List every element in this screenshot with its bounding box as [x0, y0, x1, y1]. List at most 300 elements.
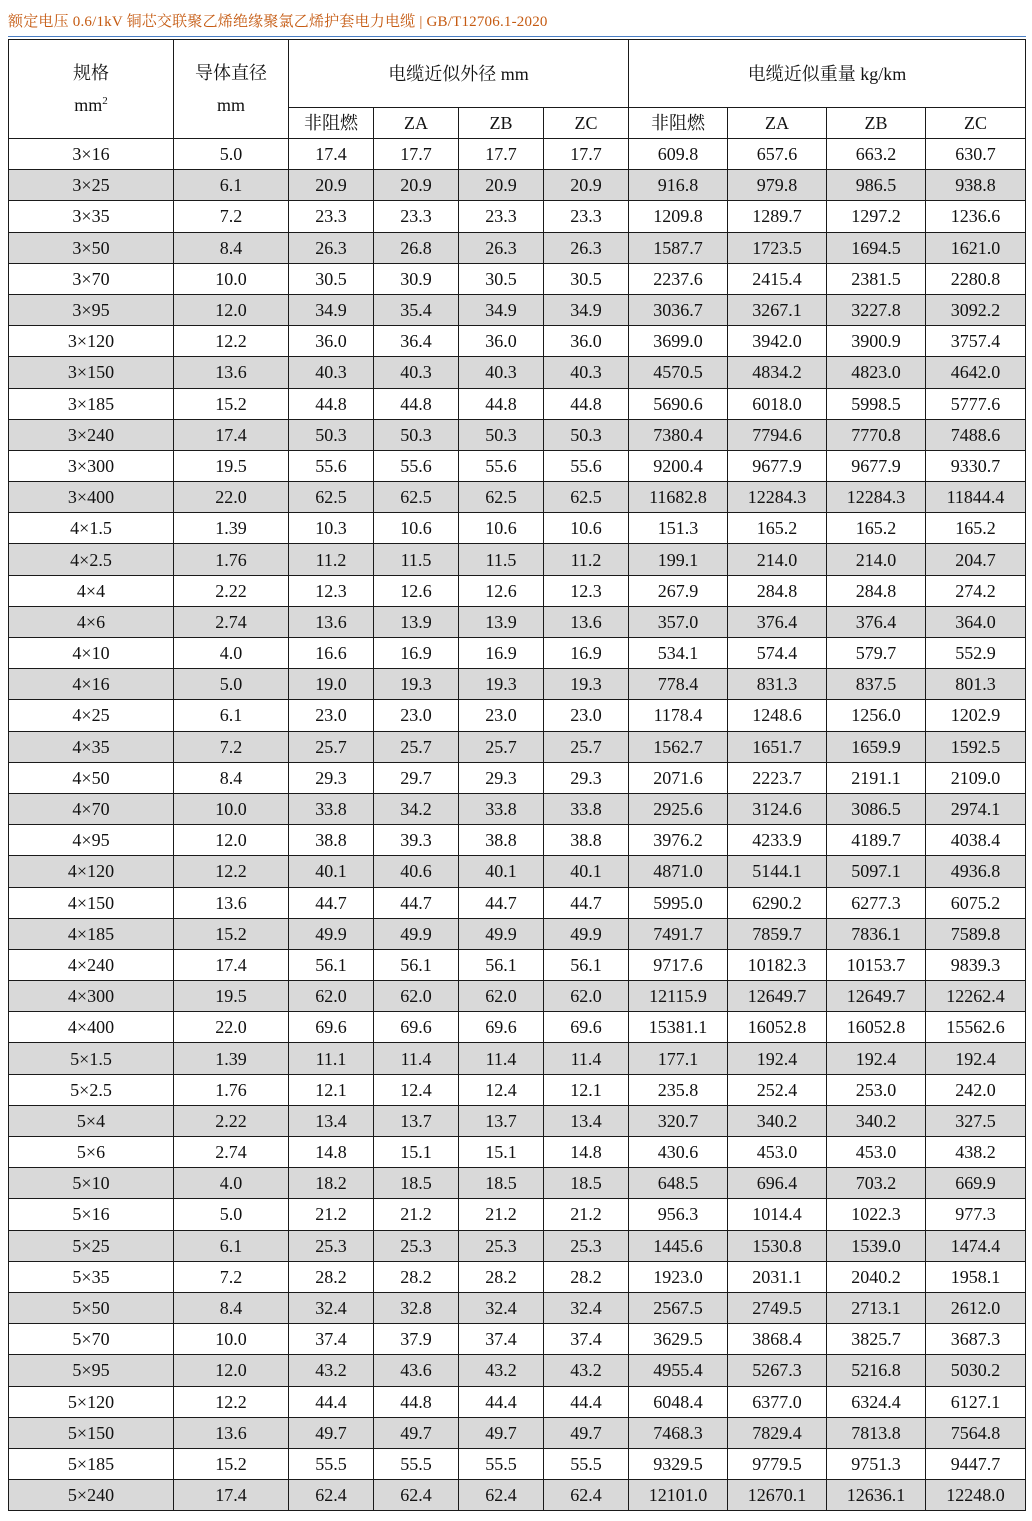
- table-cell: 5995.0: [629, 887, 728, 918]
- table-cell: 7813.8: [827, 1417, 926, 1448]
- table-cell: 4×150: [9, 887, 174, 918]
- table-cell: 44.7: [374, 887, 459, 918]
- table-cell: 7564.8: [926, 1417, 1026, 1448]
- table-cell: 12.2: [174, 326, 289, 357]
- table-cell: 5144.1: [728, 856, 827, 887]
- table-cell: 34.9: [459, 294, 544, 325]
- table-cell: 11.4: [459, 1043, 544, 1074]
- table-cell: 12.6: [374, 575, 459, 606]
- table-cell: 55.6: [544, 450, 629, 481]
- table-cell: 5×70: [9, 1324, 174, 1355]
- table-cell: 12262.4: [926, 981, 1026, 1012]
- table-cell: 3868.4: [728, 1324, 827, 1355]
- table-cell: 19.3: [374, 669, 459, 700]
- table-cell: 25.7: [459, 731, 544, 762]
- table-row: [9, 1480, 1026, 1511]
- table-cell: 35.4: [374, 294, 459, 325]
- table-cell: 7794.6: [728, 419, 827, 450]
- table-cell: 1289.7: [728, 201, 827, 232]
- table-cell: 4×240: [9, 949, 174, 980]
- table-body: [9, 139, 1026, 1511]
- table-cell: 1587.7: [629, 232, 728, 263]
- table-cell: 214.0: [827, 544, 926, 575]
- table-cell: 62.0: [289, 981, 374, 1012]
- table-cell: 29.3: [289, 762, 374, 793]
- table-cell: 1651.7: [728, 731, 827, 762]
- table-row: [9, 139, 1026, 170]
- table-row: [9, 232, 1026, 263]
- table-cell: 6324.4: [827, 1386, 926, 1417]
- table-cell: 2415.4: [728, 263, 827, 294]
- table-cell: 2223.7: [728, 762, 827, 793]
- table-cell: 49.9: [289, 918, 374, 949]
- table-cell: 28.2: [374, 1261, 459, 1292]
- table-cell: 13.9: [459, 606, 544, 637]
- diameter-unit: mm: [216, 95, 245, 115]
- table-cell: 3825.7: [827, 1324, 926, 1355]
- table-cell: 453.0: [827, 1137, 926, 1168]
- table-cell: 55.6: [374, 450, 459, 481]
- table-cell: 12.6: [459, 575, 544, 606]
- table-cell: 37.4: [544, 1324, 629, 1355]
- table-cell: 10.0: [174, 1324, 289, 1355]
- table-cell: 49.7: [459, 1417, 544, 1448]
- table-cell: 4×300: [9, 981, 174, 1012]
- table-cell: 4×6: [9, 606, 174, 637]
- table-row: [9, 1105, 1026, 1136]
- table-cell: 357.0: [629, 606, 728, 637]
- table-cell: 19.0: [289, 669, 374, 700]
- table-row: [9, 981, 1026, 1012]
- table-cell: 663.2: [827, 139, 926, 170]
- subheader-weight-zb: ZB: [827, 108, 926, 139]
- table-row: [9, 357, 1026, 388]
- table-cell: 30.5: [459, 263, 544, 294]
- table-cell: 10.6: [544, 513, 629, 544]
- table-cell: 5×50: [9, 1292, 174, 1323]
- table-cell: 1694.5: [827, 232, 926, 263]
- table-cell: 274.2: [926, 575, 1026, 606]
- table-cell: 55.6: [459, 450, 544, 481]
- table-cell: 3687.3: [926, 1324, 1026, 1355]
- table-row: [9, 1292, 1026, 1323]
- table-cell: 12.3: [544, 575, 629, 606]
- table-cell: 12670.1: [728, 1480, 827, 1511]
- table-cell: 12.0: [174, 294, 289, 325]
- table-row: [9, 544, 1026, 575]
- table-cell: 34.2: [374, 793, 459, 824]
- table-cell: 69.6: [459, 1012, 544, 1043]
- table-cell: 12.2: [174, 856, 289, 887]
- table-cell: 12649.7: [827, 981, 926, 1012]
- table-cell: 214.0: [728, 544, 827, 575]
- table-cell: 23.0: [459, 700, 544, 731]
- table-cell: 6277.3: [827, 887, 926, 918]
- table-cell: 20.9: [374, 170, 459, 201]
- table-cell: 26.3: [459, 232, 544, 263]
- table-cell: 49.7: [544, 1417, 629, 1448]
- table-cell: 16052.8: [827, 1012, 926, 1043]
- table-cell: 62.5: [374, 482, 459, 513]
- table-cell: 1022.3: [827, 1199, 926, 1230]
- table-cell: 29.3: [544, 762, 629, 793]
- table-cell: 1530.8: [728, 1230, 827, 1261]
- table-row: [9, 1074, 1026, 1105]
- table-cell: 14.8: [289, 1137, 374, 1168]
- table-cell: 13.6: [174, 1417, 289, 1448]
- table-cell: 5×35: [9, 1261, 174, 1292]
- table-cell: 7859.7: [728, 918, 827, 949]
- table-cell: 1209.8: [629, 201, 728, 232]
- table-cell: 12.1: [544, 1074, 629, 1105]
- table-cell: 3×150: [9, 357, 174, 388]
- table-cell: 12.2: [174, 1386, 289, 1417]
- table-cell: 192.4: [926, 1043, 1026, 1074]
- table-cell: 7488.6: [926, 419, 1026, 450]
- table-cell: 17.7: [459, 139, 544, 170]
- table-cell: 579.7: [827, 638, 926, 669]
- table-cell: 44.7: [289, 887, 374, 918]
- table-cell: 62.5: [459, 482, 544, 513]
- table-cell: 2031.1: [728, 1261, 827, 1292]
- table-cell: 1.39: [174, 1043, 289, 1074]
- table-cell: 13.6: [174, 357, 289, 388]
- table-cell: 1562.7: [629, 731, 728, 762]
- table-cell: 21.2: [374, 1199, 459, 1230]
- table-cell: 977.3: [926, 1199, 1026, 1230]
- table-cell: 2.74: [174, 1137, 289, 1168]
- table-cell: 4233.9: [728, 825, 827, 856]
- table-cell: 3942.0: [728, 326, 827, 357]
- table-cell: 30.5: [289, 263, 374, 294]
- table-cell: 453.0: [728, 1137, 827, 1168]
- table-cell: 3757.4: [926, 326, 1026, 357]
- table-cell: 20.9: [459, 170, 544, 201]
- table-cell: 62.4: [544, 1480, 629, 1511]
- table-cell: 43.2: [544, 1355, 629, 1386]
- table-cell: 32.4: [289, 1292, 374, 1323]
- table-cell: 37.4: [459, 1324, 544, 1355]
- table-cell: 4038.4: [926, 825, 1026, 856]
- table-cell: 8.4: [174, 232, 289, 263]
- table-cell: 12.0: [174, 825, 289, 856]
- table-row: [9, 575, 1026, 606]
- table-cell: 44.4: [289, 1386, 374, 1417]
- table-cell: 69.6: [544, 1012, 629, 1043]
- table-cell: 2109.0: [926, 762, 1026, 793]
- subheader-weight-za: ZA: [728, 108, 827, 139]
- table-cell: 778.4: [629, 669, 728, 700]
- table-cell: 2713.1: [827, 1292, 926, 1323]
- table-cell: 19.3: [544, 669, 629, 700]
- table-cell: 2.22: [174, 575, 289, 606]
- table-cell: 16.9: [374, 638, 459, 669]
- table-cell: 6290.2: [728, 887, 827, 918]
- table-cell: 44.8: [459, 388, 544, 419]
- table-cell: 5267.3: [728, 1355, 827, 1386]
- table-cell: 6.1: [174, 1230, 289, 1261]
- table-cell: 8.4: [174, 762, 289, 793]
- table-cell: 1236.6: [926, 201, 1026, 232]
- table-cell: 1958.1: [926, 1261, 1026, 1292]
- table-cell: 3036.7: [629, 294, 728, 325]
- table-cell: 20.9: [544, 170, 629, 201]
- table-cell: 657.6: [728, 139, 827, 170]
- table-cell: 3×400: [9, 482, 174, 513]
- table-cell: 23.0: [374, 700, 459, 731]
- table-cell: 6127.1: [926, 1386, 1026, 1417]
- table-row: [9, 419, 1026, 450]
- table-cell: 6075.2: [926, 887, 1026, 918]
- table-cell: 1659.9: [827, 731, 926, 762]
- table-cell: 28.2: [459, 1261, 544, 1292]
- table-cell: 13.6: [174, 887, 289, 918]
- table-cell: 7380.4: [629, 419, 728, 450]
- subheader-weight-non-flame: 非阻燃: [629, 108, 728, 139]
- table-cell: 253.0: [827, 1074, 926, 1105]
- table-row: [9, 700, 1026, 731]
- table-cell: 13.4: [544, 1105, 629, 1136]
- table-cell: 165.2: [926, 513, 1026, 544]
- table-cell: 69.6: [289, 1012, 374, 1043]
- table-cell: 5×1.5: [9, 1043, 174, 1074]
- table-cell: 15.1: [374, 1137, 459, 1168]
- table-cell: 979.8: [728, 170, 827, 201]
- table-cell: 938.8: [926, 170, 1026, 201]
- table-cell: 6.1: [174, 700, 289, 731]
- table-cell: 44.8: [544, 388, 629, 419]
- table-cell: 62.4: [459, 1480, 544, 1511]
- table-cell: 242.0: [926, 1074, 1026, 1105]
- table-cell: 2040.2: [827, 1261, 926, 1292]
- table-row: [9, 731, 1026, 762]
- table-cell: 44.8: [374, 1386, 459, 1417]
- table-cell: 44.4: [459, 1386, 544, 1417]
- table-cell: 12.3: [289, 575, 374, 606]
- table-cell: 165.2: [728, 513, 827, 544]
- header-rule: [8, 36, 1026, 37]
- spec-unit: mm: [74, 95, 103, 115]
- table-cell: 62.0: [544, 981, 629, 1012]
- table-cell: 15.2: [174, 388, 289, 419]
- table-cell: 7491.7: [629, 918, 728, 949]
- table-cell: 1297.2: [827, 201, 926, 232]
- table-cell: 5.0: [174, 1199, 289, 1230]
- table-cell: 177.1: [629, 1043, 728, 1074]
- table-cell: 44.7: [544, 887, 629, 918]
- table-cell: 44.8: [374, 388, 459, 419]
- table-cell: 25.7: [544, 731, 629, 762]
- table-cell: 4×1.5: [9, 513, 174, 544]
- table-cell: 49.9: [544, 918, 629, 949]
- table-cell: 23.0: [544, 700, 629, 731]
- table-cell: 5777.6: [926, 388, 1026, 419]
- table-row: [9, 762, 1026, 793]
- table-cell: 12284.3: [827, 482, 926, 513]
- table-cell: 1178.4: [629, 700, 728, 731]
- table-cell: 9200.4: [629, 450, 728, 481]
- table-row: [9, 294, 1026, 325]
- table-cell: 17.4: [174, 1480, 289, 1511]
- table-cell: 23.0: [289, 700, 374, 731]
- table-cell: 4642.0: [926, 357, 1026, 388]
- column-header-spec: [9, 40, 174, 139]
- table-cell: 23.3: [459, 201, 544, 232]
- table-cell: 55.6: [289, 450, 374, 481]
- table-cell: 5690.6: [629, 388, 728, 419]
- table-cell: 5×10: [9, 1168, 174, 1199]
- table-cell: 7.2: [174, 1261, 289, 1292]
- table-row: [9, 1417, 1026, 1448]
- table-cell: 5×2.5: [9, 1074, 174, 1105]
- table-cell: 648.5: [629, 1168, 728, 1199]
- table-row: [9, 1386, 1026, 1417]
- table-cell: 4×2.5: [9, 544, 174, 575]
- table-cell: 55.5: [459, 1448, 544, 1479]
- table-cell: 552.9: [926, 638, 1026, 669]
- table-cell: 19.5: [174, 981, 289, 1012]
- group-header-outer-diameter: 电缆近似外径 mm: [289, 40, 629, 108]
- table-cell: 9717.6: [629, 949, 728, 980]
- table-cell: 62.4: [374, 1480, 459, 1511]
- table-cell: 10153.7: [827, 949, 926, 980]
- table-cell: 62.5: [289, 482, 374, 513]
- table-cell: 25.7: [289, 731, 374, 762]
- table-cell: 17.7: [544, 139, 629, 170]
- table-cell: 5998.5: [827, 388, 926, 419]
- table-cell: 40.3: [459, 357, 544, 388]
- table-cell: 16.6: [289, 638, 374, 669]
- table-cell: 17.4: [289, 139, 374, 170]
- table-cell: 40.1: [459, 856, 544, 887]
- table-cell: 204.7: [926, 544, 1026, 575]
- table-cell: 29.3: [459, 762, 544, 793]
- table-cell: 9751.3: [827, 1448, 926, 1479]
- table-cell: 13.7: [459, 1105, 544, 1136]
- table-cell: 4×185: [9, 918, 174, 949]
- subheader-od-za: ZA: [374, 108, 459, 139]
- table-cell: 49.9: [374, 918, 459, 949]
- table-cell: 2071.6: [629, 762, 728, 793]
- table-cell: 50.3: [544, 419, 629, 450]
- table-cell: 21.2: [289, 1199, 374, 1230]
- table-cell: 12636.1: [827, 1480, 926, 1511]
- table-cell: 33.8: [289, 793, 374, 824]
- table-cell: 3×70: [9, 263, 174, 294]
- table-cell: 16.9: [459, 638, 544, 669]
- table-row: [9, 1043, 1026, 1074]
- table-cell: 151.3: [629, 513, 728, 544]
- table-row: [9, 669, 1026, 700]
- table-cell: 5×16: [9, 1199, 174, 1230]
- table-row: [9, 1168, 1026, 1199]
- table-cell: 3×50: [9, 232, 174, 263]
- table-cell: 25.3: [374, 1230, 459, 1261]
- table-cell: 7829.4: [728, 1417, 827, 1448]
- table-cell: 62.0: [374, 981, 459, 1012]
- table-cell: 837.5: [827, 669, 926, 700]
- table-cell: 574.4: [728, 638, 827, 669]
- table-cell: 62.4: [289, 1480, 374, 1511]
- table-cell: 1474.4: [926, 1230, 1026, 1261]
- table-cell: 22.0: [174, 1012, 289, 1043]
- table-cell: 9677.9: [827, 450, 926, 481]
- table-cell: 4955.4: [629, 1355, 728, 1386]
- table-cell: 3124.6: [728, 793, 827, 824]
- table-cell: 1539.0: [827, 1230, 926, 1261]
- table-row: [9, 638, 1026, 669]
- table-cell: 4189.7: [827, 825, 926, 856]
- table-cell: 9839.3: [926, 949, 1026, 980]
- table-cell: 29.7: [374, 762, 459, 793]
- table-cell: 19.3: [459, 669, 544, 700]
- table-cell: 13.9: [374, 606, 459, 637]
- table-cell: 40.1: [289, 856, 374, 887]
- table-cell: 40.6: [374, 856, 459, 887]
- table-cell: 956.3: [629, 1199, 728, 1230]
- table-cell: 7836.1: [827, 918, 926, 949]
- table-cell: 6048.4: [629, 1386, 728, 1417]
- table-row: [9, 513, 1026, 544]
- table-cell: 56.1: [289, 949, 374, 980]
- table-cell: 55.5: [544, 1448, 629, 1479]
- table-cell: 2280.8: [926, 263, 1026, 294]
- table-cell: 438.2: [926, 1137, 1026, 1168]
- cable-spec-table: [8, 39, 1026, 1511]
- table-cell: 696.4: [728, 1168, 827, 1199]
- table-cell: 11.5: [459, 544, 544, 575]
- table-cell: 28.2: [544, 1261, 629, 1292]
- table-cell: 235.8: [629, 1074, 728, 1105]
- table-cell: 5097.1: [827, 856, 926, 887]
- table-cell: 10.6: [459, 513, 544, 544]
- table-row: [9, 1199, 1026, 1230]
- table-cell: 9329.5: [629, 1448, 728, 1479]
- table-cell: 916.8: [629, 170, 728, 201]
- table-row: [9, 887, 1026, 918]
- table-cell: 34.9: [544, 294, 629, 325]
- table-cell: 12248.0: [926, 1480, 1026, 1511]
- table-cell: 4×10: [9, 638, 174, 669]
- table-cell: 340.2: [827, 1105, 926, 1136]
- table-cell: 25.3: [289, 1230, 374, 1261]
- table-cell: 1.76: [174, 1074, 289, 1105]
- table-row: [9, 326, 1026, 357]
- table-row: [9, 263, 1026, 294]
- table-cell: 669.9: [926, 1168, 1026, 1199]
- table-cell: 5×4: [9, 1105, 174, 1136]
- table-cell: 10.0: [174, 793, 289, 824]
- table-cell: 8.4: [174, 1292, 289, 1323]
- table-cell: 34.9: [289, 294, 374, 325]
- table-cell: 50.3: [374, 419, 459, 450]
- column-header-diameter: [174, 40, 289, 139]
- table-cell: 3976.2: [629, 825, 728, 856]
- table-row: [9, 201, 1026, 232]
- table-cell: 33.8: [544, 793, 629, 824]
- table-cell: 32.4: [459, 1292, 544, 1323]
- table-cell: 25.3: [459, 1230, 544, 1261]
- table-cell: 36.4: [374, 326, 459, 357]
- table-cell: 50.3: [289, 419, 374, 450]
- table-cell: 4×16: [9, 669, 174, 700]
- table-cell: 5×240: [9, 1480, 174, 1511]
- table-cell: 33.8: [459, 793, 544, 824]
- table-cell: 15.2: [174, 1448, 289, 1479]
- table-cell: 4570.5: [629, 357, 728, 388]
- table-cell: 20.9: [289, 170, 374, 201]
- table-row: [9, 450, 1026, 481]
